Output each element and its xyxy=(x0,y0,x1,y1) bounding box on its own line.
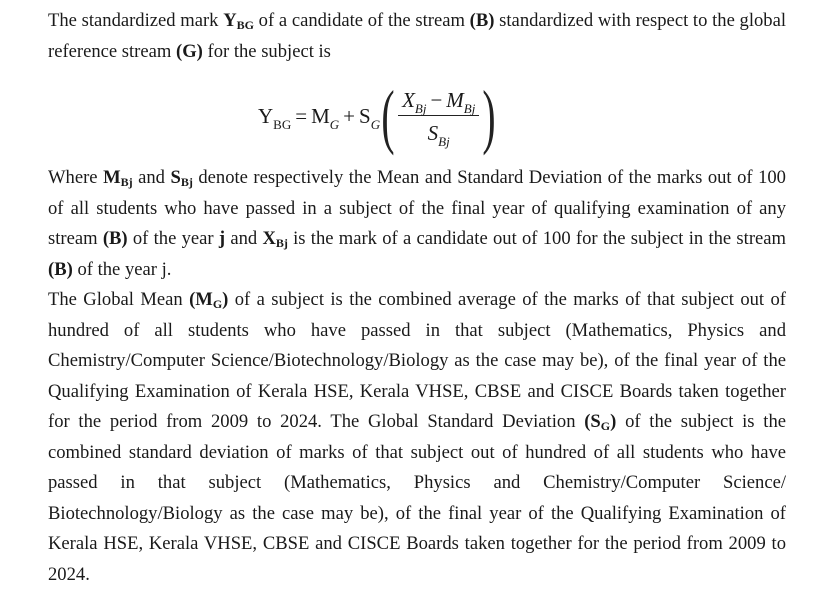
formula-lhs: $Y_{BG}$ xyxy=(258,103,292,132)
variable-j: j xyxy=(218,228,226,249)
variable-x-bj: $X_{Bj}$ xyxy=(262,228,288,250)
fraction-denominator: $S_{Bj}$ xyxy=(427,120,450,149)
paragraph-where-definitions: Where $M_{Bj}$ and $S_{Bj}$ denote respectively the Mean and Standard Deviation of the marks out of 100 of all students who have passed in a subject of the final year of qualifying examination of any stream (B) of the year j and $X_{Bj}$ is the mark of a candidate out of 100 for the subject in the stream (B) of the year j. xyxy=(48,167,786,280)
formula-global-sd: $S_G$ xyxy=(359,103,381,132)
fraction xyxy=(398,87,479,149)
stream-g-label: (G) xyxy=(176,40,203,62)
open-paren: ( xyxy=(381,76,395,156)
standardization-formula xyxy=(258,71,497,161)
variable-s-bj: $S_{Bj}$ xyxy=(170,167,193,189)
variable-m-bj: $M_{Bj}$ xyxy=(103,167,133,189)
variable-s-g: $(S_G)$ xyxy=(584,411,617,433)
document-page xyxy=(48,6,786,590)
variable-y-bg: $Y_{BG}$ xyxy=(223,10,254,32)
stream-b-label: (B) xyxy=(102,228,128,249)
text: for the subject is xyxy=(202,40,331,62)
variable-m-g: $(M_G)$ xyxy=(189,289,229,311)
equals-sign: = xyxy=(295,103,308,128)
stream-b-label: (B) xyxy=(48,258,73,280)
formula-global-mean: $M_G$ xyxy=(311,103,340,132)
fraction-numerator: $X_{Bj} - M_{Bj}$ xyxy=(398,87,479,116)
stream-b-label: (B) xyxy=(469,10,495,31)
text: of a candidate of the stream xyxy=(253,10,470,31)
text: standardized with respect to the global reference stream xyxy=(48,10,787,62)
close-paren: ) xyxy=(482,76,496,156)
paragraph-standardized-mark xyxy=(48,6,786,67)
text: The standardized mark xyxy=(48,10,224,31)
paragraph-global-mean-sd: The Global Mean $(M_G)$ of a subject is the combined average of the marks of that subject out of hundred of all students who have passed in that subject (Mathematics, Physics and Chemistry/Computer Science/Biotechnology/Biology as the case may be), of the final year of the Qualifying Examination of Kerala HSE, Kerala VHSE, CBSE and CISCE Boards taken together for the period from 2009 to 2024. The Global Standard Deviation $(S_G)$ of the subject is the combined standard deviation of marks of that subject out of hundred of all students who have passed in that subject (Mathematics, Physics and Chemistry/Computer Science/ Biotechnology/Biology as the case may be), of the final year of the Qualifying Examination of Kerala HSE, Kerala VHSE, CBSE and CISCE Boards taken together for the period from 2009 to 2024. xyxy=(48,289,786,585)
formula-block xyxy=(48,67,786,163)
plus-sign: + xyxy=(343,103,355,128)
